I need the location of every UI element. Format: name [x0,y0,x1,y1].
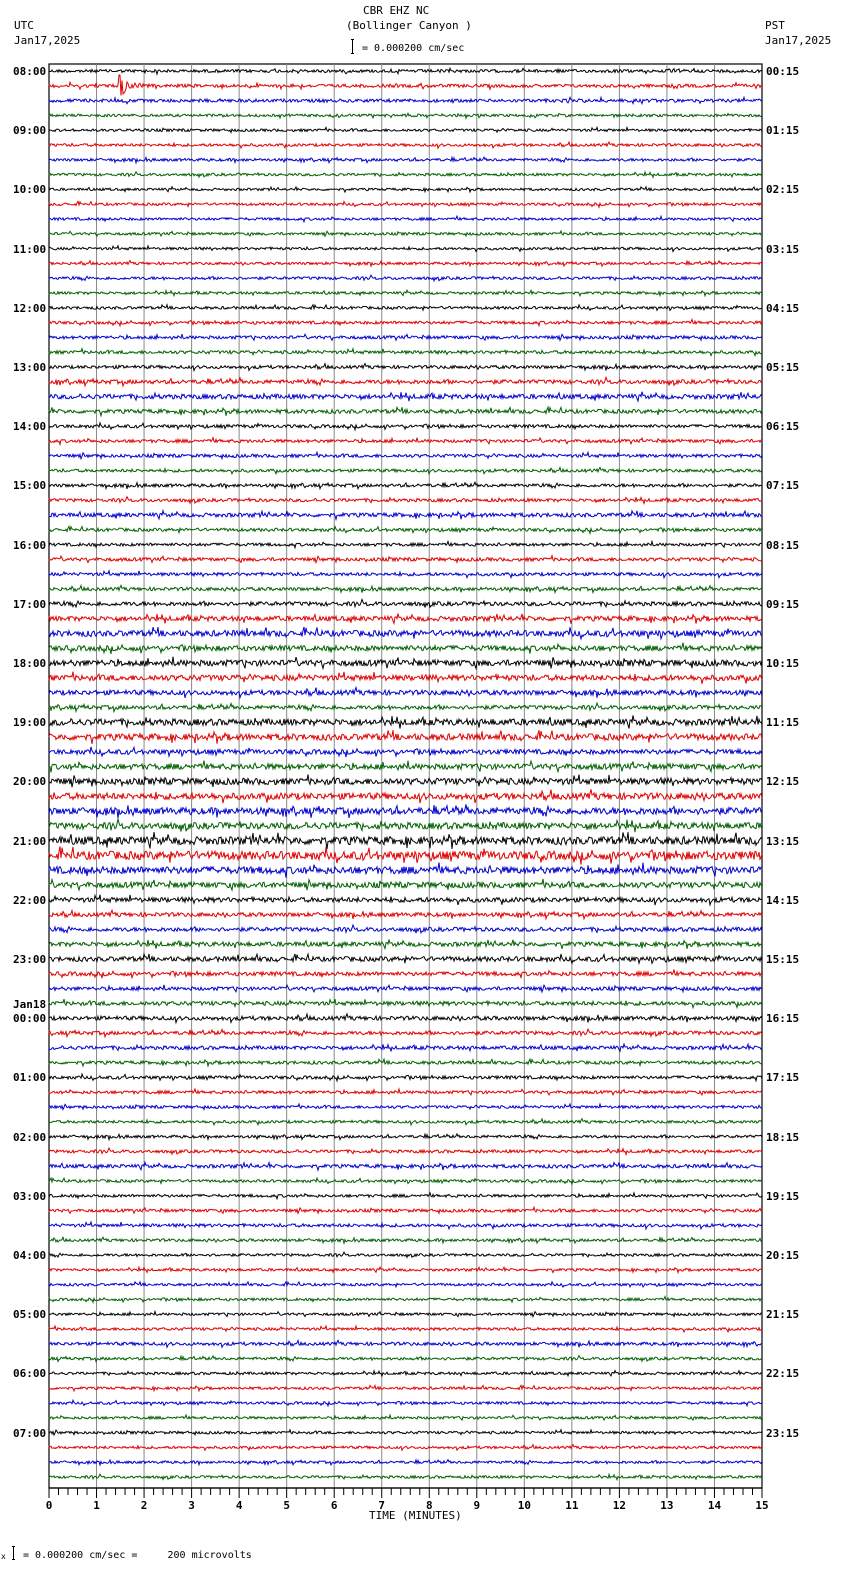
seismic-trace [49,467,762,474]
right-date: Jan17,2025 [765,34,832,47]
utc-hour-label: 02:00 [13,1130,47,1144]
x-tick-label: 14 [707,1499,722,1512]
seismic-trace [49,452,762,458]
seismic-trace [49,703,762,712]
x-tick-label: 1 [93,1499,100,1512]
seismic-trace [49,585,762,592]
seismic-trace [49,1059,762,1066]
seismic-trace [49,1415,762,1420]
seismic-trace [49,1074,762,1081]
pst-hour-label: 07:15 [766,479,800,493]
seismic-trace [49,407,762,416]
seismic-trace [49,319,762,326]
x-tick-label: 6 [330,1499,338,1512]
seismic-trace [49,113,762,118]
station-title: CBR EHZ NC [363,4,430,17]
pst-hour-label: 23:15 [766,1426,800,1440]
utc-hour-label: 20:00 [13,775,47,789]
seismic-trace [49,1162,762,1170]
seismic-trace [49,1193,762,1199]
seismic-trace [49,377,762,386]
seismic-trace [49,290,762,296]
utc-hour-label: 15:00 [13,479,47,493]
seismic-trace [49,1119,762,1125]
pst-hour-label: 21:15 [766,1308,800,1322]
seismic-trace [49,1237,762,1243]
seismic-trace [49,1029,762,1037]
seismic-trace [49,761,762,773]
utc-hour-label: 09:00 [13,124,47,138]
pst-hour-label: 03:15 [766,242,800,256]
utc-hour-label: 22:00 [13,893,47,907]
seismic-trace [49,526,762,533]
pst-hour-label: 15:15 [766,953,800,966]
seismic-trace [49,571,762,578]
seismic-trace [49,1371,762,1376]
utc-hour-label: 19:00 [13,716,47,730]
left-date: Jan17,2025 [14,34,81,47]
x-tick-label: 9 [473,1499,481,1512]
x-tick-label: 12 [612,1499,627,1512]
pst-hour-label: 10:15 [766,657,800,670]
utc-hour-label: 18:00 [13,657,47,670]
seismic-trace [49,789,762,803]
seismic-trace [49,364,762,371]
seismic-trace [49,261,762,267]
seismic-trace [49,627,762,639]
seismic-trace [49,127,762,132]
right-timezone: PST [765,19,785,32]
seismic-trace [49,157,762,163]
x-tick-label: 7 [378,1499,386,1512]
seismic-trace [49,1385,762,1391]
seismic-trace [49,614,762,624]
left-timezone: UTC [14,19,34,32]
seismic-trace [49,1089,762,1095]
utc-hour-label: 13:00 [13,361,47,374]
x-tick-label: 4 [235,1499,243,1512]
seismic-trace [49,97,762,103]
pst-hour-label: 18:15 [766,1130,800,1144]
pst-hour-label: 08:15 [766,538,800,552]
pst-hour-label: 06:15 [766,420,800,434]
seismic-trace [49,216,762,222]
seismic-trace [49,1297,762,1303]
pst-hour-label: 19:15 [766,1189,800,1203]
seismic-trace [49,1445,762,1451]
station-location: (Bollinger Canyon ) [346,19,472,32]
seismic-trace [49,423,762,430]
seismic-trace [49,775,762,788]
seismic-trace [49,643,762,654]
pst-hour-label: 13:15 [766,834,800,848]
seismic-trace [49,497,762,504]
utc-hour-label: 06:00 [13,1367,47,1381]
seismic-trace [49,999,762,1008]
seismic-trace [49,846,762,864]
seismic-trace [49,1044,762,1051]
x-tick-label: 3 [188,1499,195,1512]
seismic-trace [49,541,762,547]
seismic-trace [49,804,762,818]
seismic-trace [49,863,762,878]
seismic-trace [49,879,762,890]
x-tick-label: 0 [45,1499,53,1512]
pst-hour-label: 11:15 [766,716,800,730]
pst-hour-label: 02:15 [766,183,800,197]
utc-hour-label: 12:00 [13,301,47,315]
seismic-trace [49,334,762,340]
seismic-trace [49,747,762,757]
x-tick-label: 13 [660,1499,674,1512]
pst-hour-label: 05:15 [766,361,800,374]
utc-hour-label: 14:00 [13,420,47,434]
x-tick-label: 2 [140,1499,148,1512]
utc-hour-label: 23:00 [13,953,47,966]
utc-hour-label: 10:00 [13,183,47,197]
seismic-trace [49,954,762,963]
x-tick-label: 11 [565,1499,579,1512]
seismic-trace [49,1340,762,1347]
seismic-trace [49,1430,762,1435]
x-tick-label: 5 [283,1499,290,1512]
seismic-trace [49,392,762,402]
pst-hour-label: 17:15 [766,1071,800,1085]
seismic-trace [49,305,762,311]
seismic-trace [49,940,762,949]
seismic-trace [49,910,762,919]
seismic-trace [49,438,762,445]
seismic-trace [49,246,762,252]
seismic-trace [49,201,762,207]
seismic-trace [49,1326,762,1332]
utc-hour-label: 17:00 [13,597,47,611]
seismic-trace [49,482,762,489]
x-tick-label: 10 [517,1499,531,1512]
scale-label: = 0.000200 cm/sec [362,43,465,54]
pst-hour-label: 14:15 [766,893,800,907]
utc-hour-label: 01:00 [13,1071,47,1085]
seismic-trace [49,985,762,992]
seismic-trace [49,1474,762,1479]
utc-hour-label: 08:00 [13,65,47,78]
utc-hour-label: 00:00 [13,1012,47,1026]
pst-hour-label: 12:15 [766,775,800,789]
seismic-trace [49,142,762,148]
seismic-trace [49,1134,762,1140]
pst-hour-label: 20:15 [766,1249,800,1262]
pst-hour-label: 16:15 [766,1012,800,1026]
seismic-trace [49,556,762,563]
seismic-trace [49,599,762,607]
seismic-trace [49,349,762,356]
seismic-trace [49,672,762,684]
seismic-trace [49,1148,762,1154]
footer-scale-bar-icon [12,1546,15,1560]
seismic-trace [49,1460,762,1465]
seismic-trace [49,1312,762,1317]
x-tick-label: 8 [425,1499,433,1512]
seismic-trace [49,1014,762,1023]
seismic-trace [49,511,762,520]
seismic-trace [49,1267,762,1273]
seismic-trace [49,657,762,669]
pst-hour-label: 00:15 [766,65,800,78]
utc-date-change-label: Jan18 [13,998,47,1012]
pst-hour-label: 01:15 [766,124,800,138]
seismic-trace [49,1356,762,1362]
footer-scale-label: = 0.000200 cm/sec = 200 microvolts [23,1550,252,1561]
footer-prefix: x [1,1552,6,1561]
utc-hour-label: 16:00 [13,538,47,552]
utc-hour-label: 03:00 [13,1189,47,1203]
seismic-trace [49,819,762,832]
seismic-trace [49,275,762,281]
seismic-trace [49,832,762,849]
utc-hour-label: 11:00 [13,242,47,256]
seismic-trace [49,75,762,96]
seismic-trace [49,1222,762,1229]
seismic-trace [49,1178,762,1184]
x-tick-label: 15 [755,1499,769,1512]
pst-hour-label: 22:15 [766,1367,800,1381]
seismic-trace [49,730,762,744]
utc-hour-label: 07:00 [13,1426,47,1440]
utc-hour-label: 04:00 [13,1249,47,1262]
seismic-trace [49,172,762,177]
seismic-trace [49,715,762,728]
pst-hour-label: 09:15 [766,597,800,611]
seismic-trace [49,1207,762,1213]
seismic-trace [49,231,762,236]
seismic-trace [49,925,762,933]
seismic-trace [49,688,762,698]
seismic-trace [49,1104,762,1110]
seismic-trace [49,187,762,192]
x-axis-title: TIME (MINUTES) [369,1509,462,1522]
seismic-trace [49,895,762,905]
seismic-trace [49,68,762,74]
seismic-trace [49,1400,762,1406]
utc-hour-label: 21:00 [13,834,47,848]
seismic-trace [49,1282,762,1287]
utc-hour-label: 05:00 [13,1308,47,1322]
seismic-trace [49,970,762,979]
pst-hour-label: 04:15 [766,301,800,315]
seismic-trace [49,1252,762,1257]
